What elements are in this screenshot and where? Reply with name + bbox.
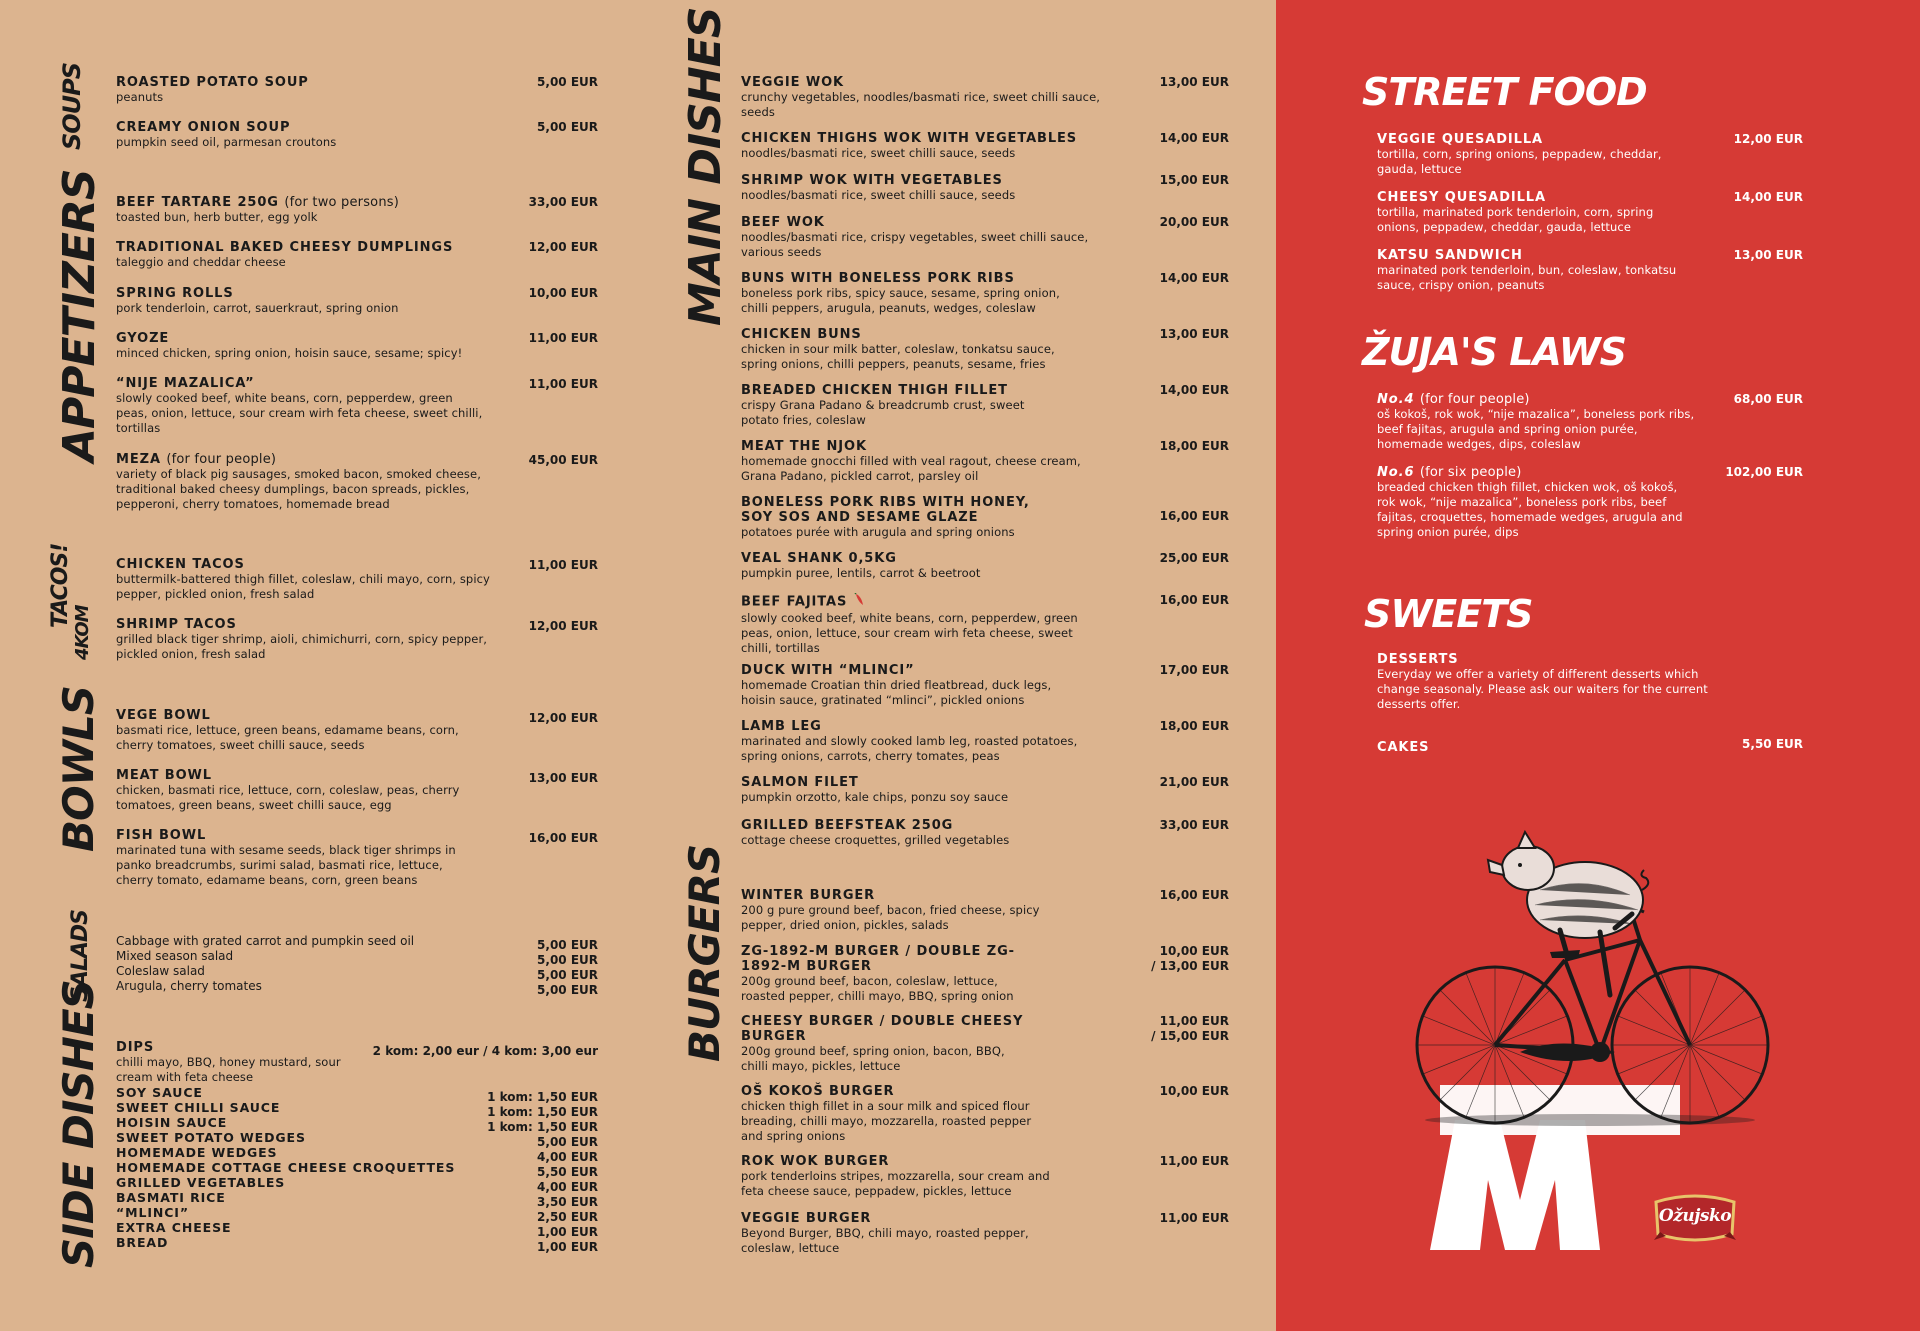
side-dish-item: HOISIN SAUCE [116, 1115, 228, 1130]
appetizer-item [116, 452, 486, 512]
item-desc: slowly cooked beef, white beans, corn, pepperdew, green peas, onion, lettuce, sour cream wirh feta cheese, sweet chilli, tortillas [116, 391, 483, 435]
item-desc: chicken, basmati rice, lettuce, corn, coleslaw, peas, cherry tomatoes, green beans, sweet chilli sauce, egg [116, 783, 460, 812]
side-dish-item: SOY SAUCE [116, 1085, 203, 1100]
item-price: 12,00 EUR [1733, 132, 1803, 146]
soup-item [116, 75, 496, 105]
tacos-item [116, 557, 496, 602]
item-price: 16,00 EUR [528, 831, 598, 845]
item-desc: minced chicken, spring onion, hoisin sauce, sesame; spicy! [116, 346, 463, 360]
item-name-text: No.6 [1377, 465, 1415, 480]
side-dish-item: BASMATI RICE [116, 1190, 226, 1205]
item-desc: 200g ground beef, spring onion, bacon, BBQ, chilli mayo, pickles, lettuce [741, 1044, 1005, 1073]
item-price: 16,00 EUR [1159, 509, 1229, 523]
item-desc: homemade Croatian thin dried fleatbread, duck legs, hoisin sauce, gratinated “mlinci”, pickled onions [741, 678, 1052, 707]
side-dish-price: 3,50 EUR [537, 1195, 598, 1209]
item-price [1151, 1014, 1229, 1044]
item-desc: oš kokoš, rok wok, “nije mazalica”, boneless pork ribs, beef fajitas, arugula and spring onion purée, homemade wedges, dips, coleslaw [1377, 407, 1695, 451]
main-dish-item [741, 271, 1081, 316]
item-name: CHICKEN BUNS [741, 327, 862, 342]
section-bowls: BOWLS [54, 685, 103, 852]
item-price: 5,00 EUR [537, 75, 598, 89]
item-name-text: BEEF TARTARE 250G [116, 195, 279, 210]
item-price: 13,00 EUR [528, 771, 598, 785]
section-side-dishes: SIDE DISHES [54, 980, 103, 1268]
item-desc: chicken in sour milk batter, coleslaw, tonkatsu sauce, spring onions, chilli peppers, peanuts, sesame, fries [741, 342, 1055, 371]
item-price: 11,00 EUR [1159, 1211, 1229, 1225]
main-dish-item [741, 495, 1031, 540]
item-price [1151, 944, 1229, 974]
item-price: 11,00 EUR [528, 331, 598, 345]
item-name: VEGE BOWL [116, 708, 211, 723]
section-main-dishes: MAIN DISHES [680, 7, 731, 326]
heading-street-food: STREET FOOD [1362, 70, 1647, 114]
salad-price: 5,00 EUR [537, 938, 598, 952]
item-name: SPRING ROLLS [116, 286, 234, 301]
main-dish-item [741, 551, 1121, 581]
item-name: GRILLED BEEFSTEAK 250G [741, 818, 954, 833]
item-name: GYOZE [116, 331, 170, 346]
side-dish-price: 5,00 EUR [537, 1135, 598, 1149]
item-price: 14,00 EUR [1159, 383, 1229, 397]
item-price: 33,00 EUR [528, 195, 598, 209]
item-name: DESSERTS [1377, 652, 1459, 667]
item-price: 11,00 EUR [528, 377, 598, 391]
item-desc: variety of black pig sausages, smoked bacon, smoked cheese, traditional baked cheesy dumplings, bacon spreads, pickles, pepperoni, cherry tomatoes, homemade bread [116, 467, 481, 511]
side-dish-item: EXTRA CHEESE [116, 1220, 232, 1235]
section-salads: SALADS [68, 909, 93, 1002]
item-name: OŠ KOKOŠ BURGER [741, 1084, 895, 1099]
item-price: 18,00 EUR [1159, 719, 1229, 733]
item-name: CREAMY ONION SOUP [116, 120, 291, 135]
item-desc: toasted bun, herb butter, egg yolk [116, 210, 318, 224]
item-note: (for two persons) [284, 195, 400, 210]
salad-item: Cabbage with grated carrot and pumpkin seed oil [116, 934, 415, 948]
item-price: 13,00 EUR [1159, 75, 1229, 89]
item-name-text: MEZA [116, 452, 161, 467]
item-price: 10,00 EUR [528, 286, 598, 300]
item-price: 17,00 EUR [1159, 663, 1229, 677]
burger-item [741, 1211, 1041, 1256]
heading-zuja-laws: ŽUJA'S LAWS [1362, 330, 1627, 374]
item-desc: pumpkin seed oil, parmesan croutons [116, 135, 337, 149]
item-price: 102,00 EUR [1725, 465, 1803, 479]
item-name: FISH BOWL [116, 828, 207, 843]
item-desc: slowly cooked beef, white beans, corn, pepperdew, green peas, onion, lettuce, sour cream wirh feta cheese, sweet chilli, tortillas [741, 611, 1078, 655]
item-desc: Everyday we offer a variety of different desserts which change seasonaly. Please ask our waiters for the current desserts offer. [1377, 667, 1708, 711]
dips-item [116, 1040, 356, 1085]
item-price: 15,00 EUR [1159, 173, 1229, 187]
salad-price: 5,00 EUR [537, 968, 598, 982]
side-dish-price: 1 kom: 1,50 EUR [487, 1120, 598, 1134]
item-price: 16,00 EUR [1159, 888, 1229, 902]
side-dish-item: GRILLED VEGETABLES [116, 1175, 286, 1190]
side-dish-item: “MLINCI” [116, 1205, 189, 1220]
main-dish-item [741, 131, 1121, 161]
dips-price: 2 kom: 2,00 eur / 4 kom: 3,00 eur [372, 1044, 598, 1058]
item-desc: noodles/basmati rice, sweet chilli sauce, seeds [741, 146, 1016, 160]
item-name: VEGGIE QUESADILLA [1377, 132, 1543, 147]
chili-pepper-icon [853, 593, 865, 611]
item-name: “NIJE MAZALICA” [116, 376, 255, 391]
item-name: KATSU SANDWICH [1377, 248, 1523, 263]
item-name: TRADITIONAL BAKED CHEESY DUMPLINGS [116, 240, 454, 255]
item-name: ROASTED POTATO SOUP [116, 75, 309, 90]
item-name: BONELESS PORK RIBS WITH HONEY, SOY SOS AND SESAME GLAZE [741, 495, 1030, 525]
tacos-item [116, 617, 496, 662]
item-price: 10,00 EUR [1159, 1084, 1229, 1098]
item-desc: pork tenderloin, carrot, sauerkraut, spring onion [116, 301, 399, 315]
item-name: CHICKEN THIGHS WOK WITH VEGETABLES [741, 131, 1078, 146]
item-name [116, 452, 486, 467]
zuja-law-item [1377, 392, 1697, 452]
price-single: 10,00 EUR [1159, 944, 1229, 958]
side-dish-item: HOMEMADE WEDGES [116, 1145, 278, 1160]
item-name [741, 593, 1086, 611]
item-desc: pumpkin puree, lentils, carrot & beetroot [741, 566, 981, 580]
item-desc: taleggio and cheddar cheese [116, 255, 286, 269]
item-name: CHICKEN TACOS [116, 557, 245, 572]
item-desc: potatoes purée with arugula and spring onions [741, 525, 1015, 539]
item-name: MEAT BOWL [116, 768, 212, 783]
ozujsko-logo-text: Ožujsko [1658, 1206, 1732, 1226]
item-desc: Beyond Burger, BBQ, chili mayo, roasted pepper, coleslaw, lettuce [741, 1226, 1029, 1255]
street-food-item [1377, 132, 1697, 177]
burger-item [741, 1154, 1071, 1199]
item-name [1377, 465, 1697, 480]
item-price: 12,00 EUR [528, 619, 598, 633]
item-name: LAMB LEG [741, 719, 822, 734]
item-desc: crispy Grana Padano & breadcrumb crust, sweet potato fries, coleslaw [741, 398, 1025, 427]
big-m-letter [1430, 1120, 1600, 1250]
item-desc: tortilla, corn, spring onions, peppadew, cheddar, gauda, lettuce [1377, 147, 1662, 176]
item-desc: buttermilk-battered thigh fillet, coleslaw, chili mayo, corn, spicy pepper, pickled onion, fresh salad [116, 572, 490, 601]
side-dish-price: 1 kom: 1,50 EUR [487, 1105, 598, 1119]
item-price: 33,00 EUR [1159, 818, 1229, 832]
sweets-item [1377, 652, 1717, 712]
pig-on-bicycle-illustration [1400, 820, 1820, 1260]
item-price: 14,00 EUR [1159, 271, 1229, 285]
item-name: SHRIMP TACOS [116, 617, 237, 632]
salad-item: Coleslaw salad [116, 964, 205, 978]
appetizer-item [116, 195, 496, 225]
item-desc: marinated and slowly cooked lamb leg, roasted potatoes, spring onions, carrots, cherry tomates, peas [741, 734, 1078, 763]
main-dish-item [741, 439, 1101, 484]
appetizer-item [116, 331, 496, 361]
ozujsko-logo [1652, 1192, 1738, 1244]
item-price: 13,00 EUR [1159, 327, 1229, 341]
item-name: CHEESY BURGER / DOUBLE CHEESY BURGER [741, 1014, 1024, 1044]
item-note: (for four people) [1419, 392, 1530, 407]
item-price: 14,00 EUR [1733, 190, 1803, 204]
side-dish-price: 4,00 EUR [537, 1150, 598, 1164]
item-price: 68,00 EUR [1733, 392, 1803, 406]
item-desc: pork tenderloins stripes, mozzarella, sour cream and feta cheese sauce, peppadew, pickles, lettuce [741, 1169, 1050, 1198]
main-dish-item [741, 75, 1116, 120]
item-price: 5,00 EUR [537, 120, 598, 134]
item-note: (for four people) [166, 452, 277, 467]
side-dish-price: 1 kom: 1,50 EUR [487, 1090, 598, 1104]
item-name: CHEESY QUESADILLA [1377, 190, 1546, 205]
item-desc: basmati rice, lettuce, green beans, edamame beans, corn, cherry tomatoes, sweet chilli sauce, seeds [116, 723, 459, 752]
item-name: DIPS [116, 1040, 155, 1055]
street-food-item [1377, 190, 1697, 235]
side-dish-price: 2,50 EUR [537, 1210, 598, 1224]
section-tacos-sub: 4KOM [72, 605, 93, 660]
item-price: 11,00 EUR [528, 558, 598, 572]
item-price: 14,00 EUR [1159, 131, 1229, 145]
item-desc: noodles/basmati rice, sweet chilli sauce, seeds [741, 188, 1016, 202]
item-desc: marinated pork tenderloin, bun, coleslaw, tonkatsu sauce, crispy onion, peanuts [1377, 263, 1677, 292]
sweets-item [1377, 740, 1677, 755]
item-name [116, 195, 496, 210]
item-name: SHRIMP WOK WITH VEGETABLES [741, 173, 1003, 188]
item-name: ZG-1892-M BURGER / DOUBLE ZG-1892-M BURGER [741, 944, 1015, 974]
section-tacos: TACOS! [48, 543, 73, 628]
item-price: 21,00 EUR [1159, 775, 1229, 789]
price-double: / 15,00 EUR [1151, 1029, 1229, 1043]
item-name: SALMON FILET [741, 775, 859, 790]
side-dish-price: 1,00 EUR [537, 1240, 598, 1254]
main-dish-item [741, 818, 1121, 848]
burger-item [741, 944, 1031, 1004]
main-dish-item [741, 663, 1061, 708]
price-single: 11,00 EUR [1159, 1014, 1229, 1028]
section-appetizers: APPETIZERS [54, 169, 105, 462]
item-price: 20,00 EUR [1159, 215, 1229, 229]
main-dish-item [741, 215, 1116, 260]
side-dish-price: 5,50 EUR [537, 1165, 598, 1179]
item-desc: cottage cheese croquettes, grilled vegetables [741, 833, 1010, 847]
item-price: 13,00 EUR [1733, 248, 1803, 262]
salad-item: Arugula, cherry tomates [116, 979, 262, 993]
burger-item [741, 1084, 1051, 1144]
item-name-text: No.4 [1377, 392, 1415, 407]
item-price: 25,00 EUR [1159, 551, 1229, 565]
item-price: 45,00 EUR [528, 453, 598, 467]
soup-item [116, 120, 496, 150]
item-desc: 200 g pure ground beef, bacon, fried cheese, spicy pepper, dried onion, pickles, salads [741, 903, 1040, 932]
side-dish-price: 1,00 EUR [537, 1225, 598, 1239]
item-name [1377, 392, 1697, 407]
item-desc: marinated tuna with sesame seeds, black tiger shrimps in panko breadcrumbs, surimi salad, basmati rice, lettuce, cherry tomato, edamame beans, corn, green beans [116, 843, 456, 887]
salad-price: 5,00 EUR [537, 983, 598, 997]
item-name: VEGGIE BURGER [741, 1211, 872, 1226]
bowl-item [116, 768, 496, 813]
item-price: 5,50 EUR [1742, 737, 1803, 751]
item-note: (for six people) [1419, 465, 1522, 480]
salad-item: Mixed season salad [116, 949, 234, 963]
item-desc: tortilla, marinated pork tenderloin, corn, spring onions, peppadew, cheddar, gauda, lettuce [1377, 205, 1654, 234]
item-name: BUNS WITH BONELESS PORK RIBS [741, 271, 1015, 286]
side-dish-price: 4,00 EUR [537, 1180, 598, 1194]
main-dish-item [741, 173, 1121, 203]
section-burgers: BURGERS [680, 844, 729, 1062]
item-desc: chilli mayo, BBQ, honey mustard, sour cream with feta cheese [116, 1055, 341, 1084]
item-desc: grilled black tiger shrimp, aioli, chimichurri, corn, spicy pepper, pickled onion, fresh salad [116, 632, 488, 661]
item-name: BREADED CHICKEN THIGH FILLET [741, 383, 1008, 398]
item-name: VEGGIE WOK [741, 75, 844, 90]
item-desc: breaded chicken thigh fillet, chicken wok, oš kokoš, rok wok, “nije mazalica”, boneless pork ribs, beef fajitas, croquettes, homemade wedges, arugula and spring onion purée, dips [1377, 480, 1683, 539]
item-desc: homemade gnocchi filled with veal ragout, cheese cream, Grana Padano, pickled carrot, parsley oil [741, 454, 1081, 483]
side-dish-item: HOMEMADE COTTAGE CHEESE CROQUETTES [116, 1160, 456, 1175]
side-dish-item: BREAD [116, 1235, 169, 1250]
burger-item [741, 888, 1041, 933]
item-price: 11,00 EUR [1159, 1154, 1229, 1168]
item-price: 16,00 EUR [1159, 593, 1229, 607]
salad-price: 5,00 EUR [537, 953, 598, 967]
main-dish-item [741, 327, 1081, 372]
item-name: VEAL SHANK 0,5KG [741, 551, 897, 566]
appetizer-item [116, 240, 496, 270]
main-dish-item [741, 593, 1086, 656]
street-food-item [1377, 248, 1677, 293]
item-name: DUCK WITH “MLINCI” [741, 663, 915, 678]
item-name: ROK WOK BURGER [741, 1154, 890, 1169]
item-name-text: BEEF FAJITAS [741, 594, 848, 610]
item-name: WINTER BURGER [741, 888, 876, 903]
item-desc: peanuts [116, 90, 164, 104]
main-dish-item [741, 383, 1041, 428]
zuja-law-item [1377, 465, 1697, 540]
burger-item [741, 1014, 1031, 1074]
side-dish-item: SWEET POTATO WEDGES [116, 1130, 306, 1145]
item-name: MEAT THE NJOK [741, 439, 867, 454]
price-double: / 13,00 EUR [1151, 959, 1229, 973]
heading-sweets: SWEETS [1364, 592, 1533, 636]
item-name: CAKES [1377, 740, 1430, 755]
item-name: BEEF WOK [741, 215, 825, 230]
bowl-item [116, 828, 476, 888]
appetizer-item [116, 286, 496, 316]
item-desc: noodles/basmati rice, crispy vegetables, sweet chilli sauce, various seeds [741, 230, 1089, 259]
appetizer-item [116, 376, 486, 436]
item-price: 18,00 EUR [1159, 439, 1229, 453]
item-desc: 200g ground beef, bacon, coleslaw, lettuce, roasted pepper, chilli mayo, BBQ, spring onion [741, 974, 1014, 1003]
item-price: 12,00 EUR [528, 711, 598, 725]
bowl-item [116, 708, 496, 753]
section-soups: SOUPS [58, 62, 86, 150]
item-desc: crunchy vegetables, noodles/basmati rice, sweet chilli sauce, seeds [741, 90, 1101, 119]
main-dish-item [741, 775, 1121, 805]
side-dish-item: SWEET CHILLI SAUCE [116, 1100, 281, 1115]
item-desc: chicken thigh fillet in a sour milk and spiced flour breading, chilli mayo, mozzarella, roasted pepper and spring onions [741, 1099, 1032, 1143]
item-desc: pumpkin orzotto, kale chips, ponzu soy sauce [741, 790, 1009, 804]
item-price: 12,00 EUR [528, 240, 598, 254]
item-desc: boneless pork ribs, spicy sauce, sesame, spring onion, chilli peppers, arugula, peanuts, wedges, coleslaw [741, 286, 1060, 315]
main-dish-item [741, 719, 1111, 764]
